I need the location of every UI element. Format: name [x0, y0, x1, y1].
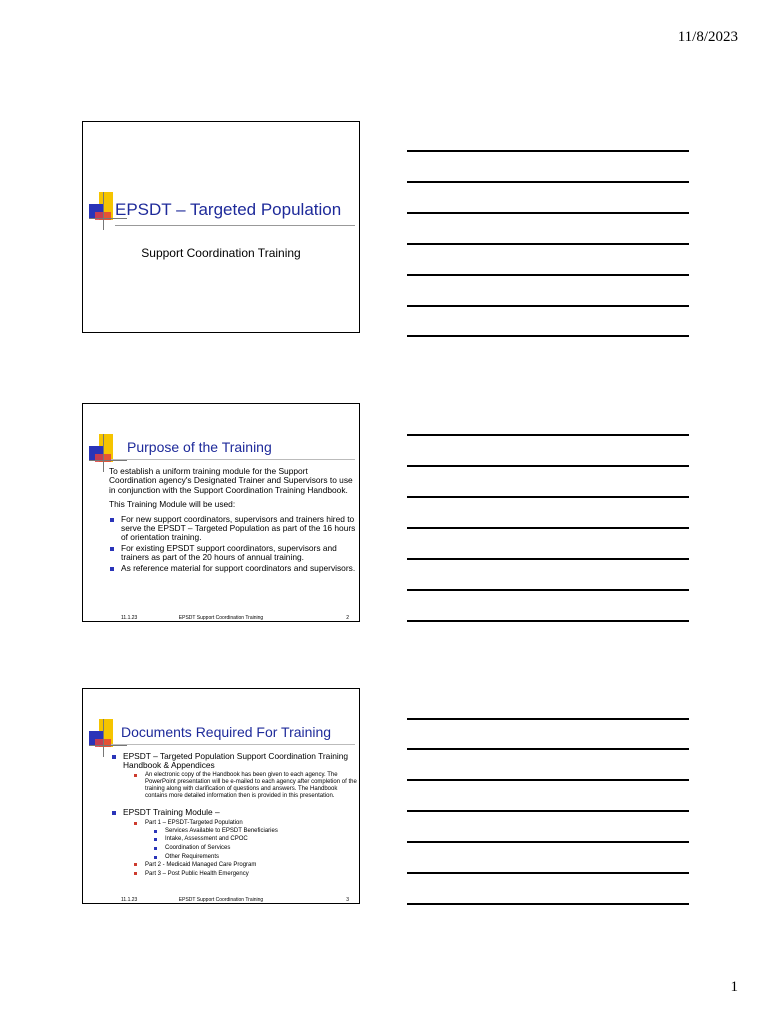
purpose-list	[109, 515, 357, 573]
purpose-paragraph: To establish a uniform training module for the Support Coordination agency's Designated Trainer and Supervisors to use in conjunction with the Support Coordination Training Handbook.	[109, 466, 353, 495]
slide-title: Documents Required For Training	[121, 724, 332, 740]
bullet-icon	[134, 863, 137, 866]
slide-body	[111, 752, 357, 879]
list-item: Other Requirements	[153, 853, 357, 862]
note-line	[407, 589, 689, 591]
footer-slide-number: 2	[346, 615, 349, 621]
page-number: 1	[730, 979, 738, 995]
note-line	[407, 620, 689, 622]
bullet-icon	[112, 811, 116, 815]
bullet-icon	[154, 838, 157, 841]
list-item: Part 3 – Post Public Health Emergency	[133, 870, 357, 879]
note-line	[407, 718, 689, 720]
bullet-icon	[110, 518, 114, 522]
list-item: EPSDT Training Module – Part 1 – EPSDT-Targeted Population Services Available to EPSDT Beneficiaries Intake, Assessment and CPOC Coordination of Services Other Requirements Part 2 - Medicaid Managed Care Program Part 3 – Post Public Health Emergency	[111, 808, 357, 878]
note-line	[407, 243, 689, 245]
list-item: Coordination of Services	[153, 844, 357, 853]
slide-1	[82, 121, 360, 333]
note-line	[407, 903, 689, 905]
title-divider	[111, 744, 355, 745]
footer-date: 11.1.23	[121, 897, 138, 903]
note-line	[407, 872, 689, 874]
note-line	[407, 748, 689, 750]
slide-2	[82, 403, 360, 622]
purpose-lead: This Training Module will be used:	[109, 499, 236, 510]
note-line	[407, 496, 689, 498]
bullet-icon	[154, 830, 157, 833]
bullet-icon	[154, 847, 157, 850]
note-line	[407, 212, 689, 214]
note-line	[407, 558, 689, 560]
print-date: 11/8/2023	[677, 29, 738, 45]
note-line	[407, 335, 689, 337]
bullet-icon	[110, 567, 114, 571]
footer-date: 11.1.23	[121, 615, 138, 621]
list-item: Services Available to EPSDT Beneficiaries	[153, 827, 357, 836]
title-divider	[115, 225, 355, 226]
footer-title: EPSDT Support Coordination Training	[178, 897, 264, 903]
note-line	[407, 150, 689, 152]
slide-3	[82, 688, 360, 904]
title-divider	[111, 459, 355, 460]
bullet-icon	[134, 822, 137, 825]
list-item: For new support coordinators, supervisors and trainers hired to serve the EPSDT – Targeted Population as part of the 16 hours of orientation training.	[109, 515, 357, 543]
list-item: Part 1 – EPSDT-Targeted Population Services Available to EPSDT Beneficiaries Intake, Assessment and CPOC Coordination of Services Other Requirements	[133, 820, 357, 862]
bullet-icon	[134, 872, 137, 875]
note-line	[407, 274, 689, 276]
slide-title: EPSDT – Targeted Population	[115, 200, 342, 219]
list-item: EPSDT – Targeted Population Support Coordination Training Handbook & Appendices An electronic copy of the Handbook has been given to each agency. The PowerPoint presentation will be e-mailed to each agency after completion of the training along with clarification of questions and answers. The Handbook contains more detailed information then is provided in this presentation.	[111, 752, 357, 800]
slide-subtitle: Support Coordination Training	[141, 246, 301, 260]
list-item: Part 2 - Medicaid Managed Care Program	[133, 861, 357, 870]
footer-slide-number: 3	[346, 897, 349, 903]
note-line	[407, 527, 689, 529]
list-item: An electronic copy of the Handbook has been given to each agency. The PowerPoint presentation will be e-mailed to each agency after completion of the training along with clarification of questions and answers. The Handbook contains more detailed information then is provided in this presentation.	[133, 772, 357, 800]
bullet-icon	[112, 755, 116, 759]
slide-title: Purpose of the Training	[127, 439, 272, 455]
bullet-icon	[110, 547, 114, 551]
note-line	[407, 181, 689, 183]
list-item: As reference material for support coordinators and supervisors.	[109, 564, 357, 573]
list-item: For existing EPSDT support coordinators, supervisors and trainers as part of the 20 hours of annual training.	[109, 544, 357, 563]
list-item: Intake, Assessment and CPOC	[153, 835, 357, 844]
note-line	[407, 810, 689, 812]
note-line	[407, 465, 689, 467]
bullet-icon	[154, 856, 157, 859]
note-line	[407, 779, 689, 781]
slide-body	[109, 467, 357, 574]
note-line	[407, 841, 689, 843]
note-line	[407, 434, 689, 436]
footer-title: EPSDT Support Coordination Training	[178, 615, 264, 621]
bullet-icon	[134, 774, 137, 777]
note-line	[407, 305, 689, 307]
